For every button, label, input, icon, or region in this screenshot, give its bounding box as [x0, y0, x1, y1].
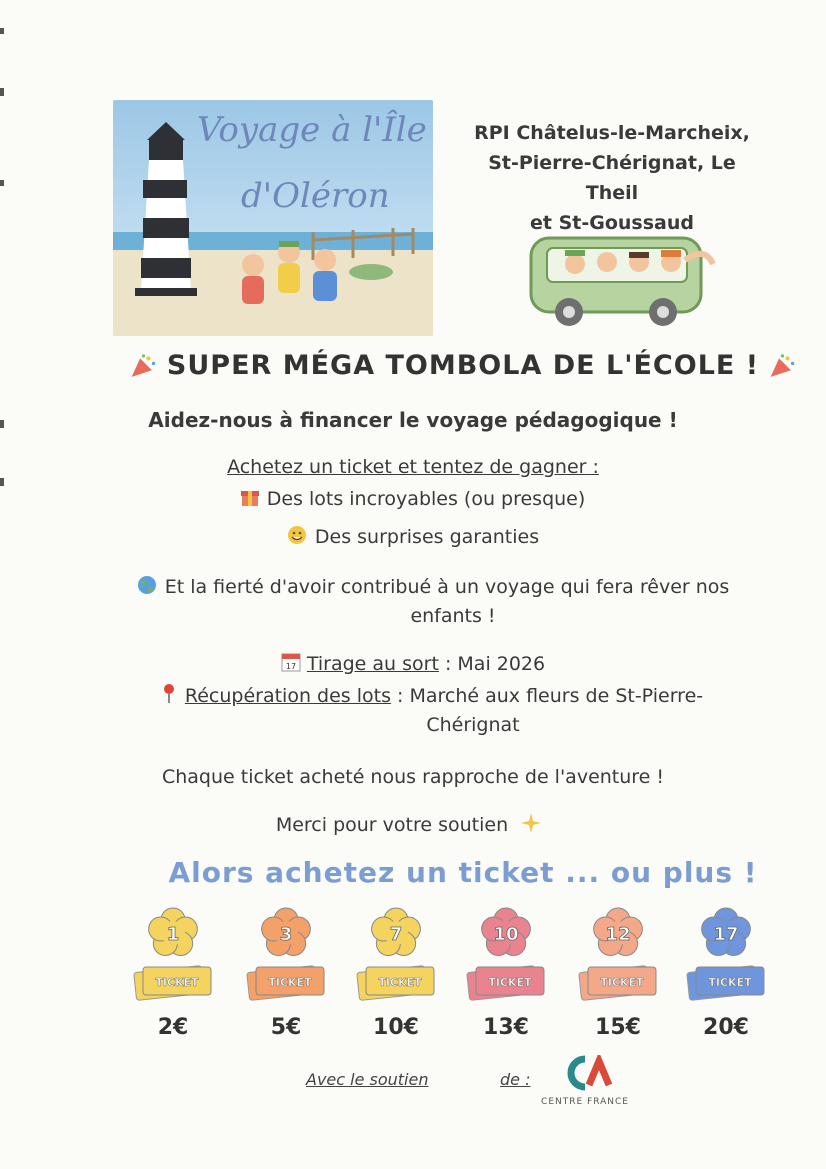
- ticket-price: 10€: [373, 1015, 419, 1040]
- pride-text-cont: enfants !: [410, 605, 496, 627]
- headline: [130, 350, 796, 381]
- grinning-face-icon: [287, 525, 307, 550]
- ticket-offer: [460, 905, 552, 1040]
- thanks-line: [0, 812, 826, 839]
- hero-title: Voyage à l'Île: [197, 110, 427, 150]
- flower-ticket-icon: [572, 905, 664, 1005]
- ticket-price: 15€: [595, 1015, 641, 1040]
- ticket-word: TICKET: [708, 976, 752, 989]
- flower-ticket-icon: [680, 905, 772, 1005]
- draw-label: Tirage au sort: [306, 653, 439, 675]
- prize-line: [0, 525, 826, 550]
- pickup-label: Récupération des lots: [184, 685, 391, 707]
- ticket-offer: [127, 905, 219, 1040]
- draw-value: : Mai 2026: [438, 653, 546, 675]
- school-line: RPI Châtelus-le-Marcheix,: [474, 122, 750, 144]
- prize-text: Des surprises garanties: [314, 526, 540, 548]
- credit-agricole-logo-icon: [555, 1055, 615, 1091]
- scan-mark: [0, 478, 4, 486]
- hero-title: d'Oléron: [241, 176, 390, 216]
- ticket-count: 12: [605, 924, 631, 945]
- hero-illustration: [113, 100, 433, 336]
- intro-text: Achetez un ticket et tentez de gagner :: [227, 456, 599, 478]
- calendar-icon: [281, 652, 301, 677]
- school-line: St-Pierre-Chérignat, Le Theil: [488, 152, 736, 204]
- thanks-text: Merci pour votre soutien: [275, 814, 509, 836]
- pickup-line: [40, 684, 826, 709]
- flower-ticket-icon: [240, 905, 332, 1005]
- ticket-count: 10: [493, 924, 519, 945]
- headline-text: SUPER MÉGA TOMBOLA DE L'ÉCOLE !: [166, 350, 760, 381]
- ticket-offer: [680, 905, 772, 1040]
- ticket-word: TICKET: [155, 976, 199, 989]
- prize-text: Des lots incroyables (ou presque): [266, 488, 586, 510]
- support-de: de :: [500, 1070, 531, 1089]
- school-line: et St-Goussaud: [530, 212, 694, 234]
- ticket-price: 2€: [157, 1015, 189, 1040]
- draw-line: [0, 652, 826, 677]
- ticket-word: TICKET: [488, 976, 532, 989]
- bank-name: CENTRE FRANCE: [541, 1097, 629, 1107]
- flower-ticket-icon: [350, 905, 442, 1005]
- pride-text: Et la fierté d'avoir contribué à un voyage qui fera rêver nos: [164, 576, 730, 598]
- sparkles-icon: [520, 812, 542, 839]
- ticket-count: 1: [166, 924, 180, 945]
- ticket-offer: [572, 905, 664, 1040]
- ticket-price: 5€: [270, 1015, 302, 1040]
- scan-mark: [0, 28, 4, 34]
- pin-icon: [163, 684, 175, 709]
- subtitle: Aidez-nous à financer le voyage pédagogique !: [148, 408, 678, 432]
- party-popper-icon: [769, 351, 796, 381]
- ticket-word: TICKET: [268, 976, 312, 989]
- ticket-word: TICKET: [378, 976, 422, 989]
- support-text: Avec le soutien: [306, 1070, 429, 1089]
- flower-ticket-icon: [460, 905, 552, 1005]
- ticket-count: 3: [279, 924, 293, 945]
- svg-text:17: 17: [285, 662, 296, 671]
- ticket-word: TICKET: [600, 976, 644, 989]
- scan-mark: [0, 180, 4, 186]
- flower-ticket-icon: [127, 905, 219, 1005]
- ticket-count: 17: [713, 924, 739, 945]
- ticket-count: 7: [389, 924, 403, 945]
- svg-text:CA: CA: [555, 1055, 557, 1056]
- pickup-value: : Marché aux fleurs de St-Pierre-: [390, 685, 704, 707]
- intro-line: [0, 456, 826, 478]
- bus-illustration: [525, 220, 720, 334]
- call-to-action: Alors achetez un ticket ... ou plus !: [168, 856, 758, 889]
- pickup-value-cont: Chérignat: [426, 714, 520, 736]
- scan-mark: [0, 88, 4, 96]
- ticket-price: 20€: [703, 1015, 749, 1040]
- pride-line: [40, 575, 826, 600]
- party-popper-icon: [130, 351, 157, 381]
- prize-line: [0, 487, 826, 512]
- gift-icon: [241, 487, 259, 512]
- bank-logo: [530, 1055, 640, 1107]
- ticket-price: 13€: [483, 1015, 529, 1040]
- ticket-offer: [350, 905, 442, 1040]
- globe-icon: [137, 575, 157, 600]
- ticket-offer: [240, 905, 332, 1040]
- closing-line: Chaque ticket acheté nous rapproche de l'aventure !: [161, 766, 665, 788]
